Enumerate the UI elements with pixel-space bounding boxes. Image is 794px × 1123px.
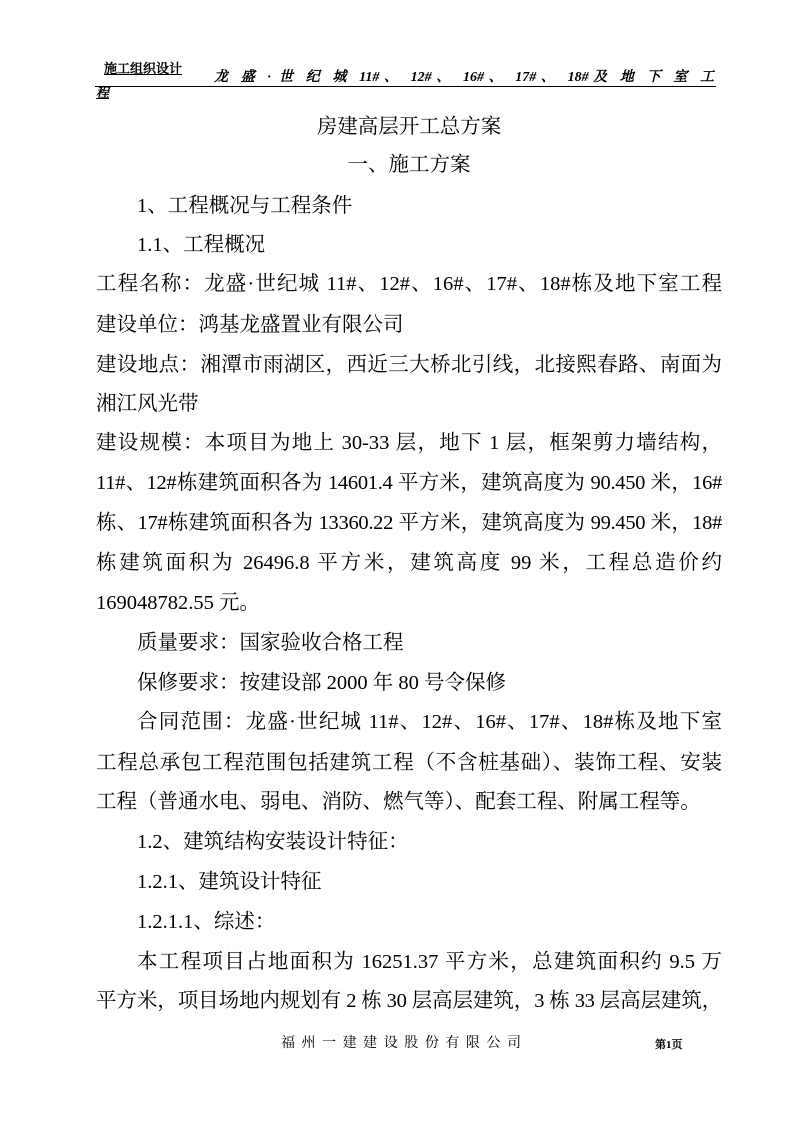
overview-line: 平方米，项目场地内规划有 2 栋 30 层高层建筑，3 栋 33 层高层建筑， — [96, 990, 722, 1012]
section-heading-1-1: 1.1、工程概况 — [137, 234, 266, 256]
contract-scope-line: 工程总承包工程范围包括建筑工程（不含桩基础）、装饰工程、安装 — [96, 752, 722, 774]
header-project-title-continued: 程 — [96, 85, 110, 100]
contract-scope-line: 合同范围：龙盛·世纪城 11#、12#、16#、17#、18#栋及地下室 — [137, 711, 722, 733]
overview-line: 本工程项目占地面积为 16251.37 平方米，总建筑面积约 9.5 万 — [137, 951, 722, 973]
header-rule — [95, 86, 716, 87]
scale-line: 栋建筑面积为 26496.8 平方米，建筑高度 99 米，工程总造价约 — [96, 552, 722, 574]
location-line: 建设地点：湘潭市雨湖区，西近三大桥北引线，北接熙春路、南面为 — [96, 354, 722, 376]
location-line: 湘江风光带 — [96, 393, 199, 415]
footer-page-number: 第1页 — [655, 1039, 683, 1051]
header-project-title: 龙 盛 · 世 纪 城 11#、 12#、 16#、 17#、 18#及 地 下 室 工 — [214, 70, 714, 85]
contract-scope-line: 工程（普通水电、弱电、消防、燃气等）、配套工程、附属工程等。 — [96, 791, 701, 813]
quality-line: 质量要求：国家验收合格工程 — [137, 632, 404, 654]
developer-line: 建设单位：鸿基龙盛置业有限公司 — [96, 314, 404, 336]
header-doc-type: 施工组织设计 — [104, 61, 183, 76]
scale-line: 11#、12#栋建筑面积各为 14601.4 平方米，建筑高度为 90.450 米，16# — [96, 472, 722, 494]
scale-line: 栋、17#栋建筑面积各为 13360.22 平方米，建筑高度为 99.450 米，18# — [96, 512, 722, 534]
footer-company: 福 州 一 建 建 设 股 份 有 限 公 司 — [281, 1036, 521, 1051]
section-heading-1: 1、工程概况与工程条件 — [137, 195, 353, 217]
project-name-line: 工程名称：龙盛·世纪城 11#、12#、16#、17#、18#栋及地下室工程 — [96, 273, 722, 295]
section-heading-1-2-1: 1.2.1、建筑设计特征 — [137, 871, 322, 893]
document-title: 房建高层开工总方案 — [316, 116, 502, 138]
scale-line: 169048782.55 元。 — [96, 592, 260, 614]
section-heading-1-2: 1.2、建筑结构安装设计特征： — [137, 831, 409, 853]
chapter-heading: 一、施工方案 — [347, 154, 471, 176]
warranty-line: 保修要求：按建设部 2000 年 80 号令保修 — [137, 672, 506, 694]
scale-line: 建设规模：本项目为地上 30-33 层，地下 1 层，框架剪力墙结构， — [96, 432, 722, 454]
section-heading-1-2-1-1: 1.2.1.1、综述： — [137, 911, 276, 933]
